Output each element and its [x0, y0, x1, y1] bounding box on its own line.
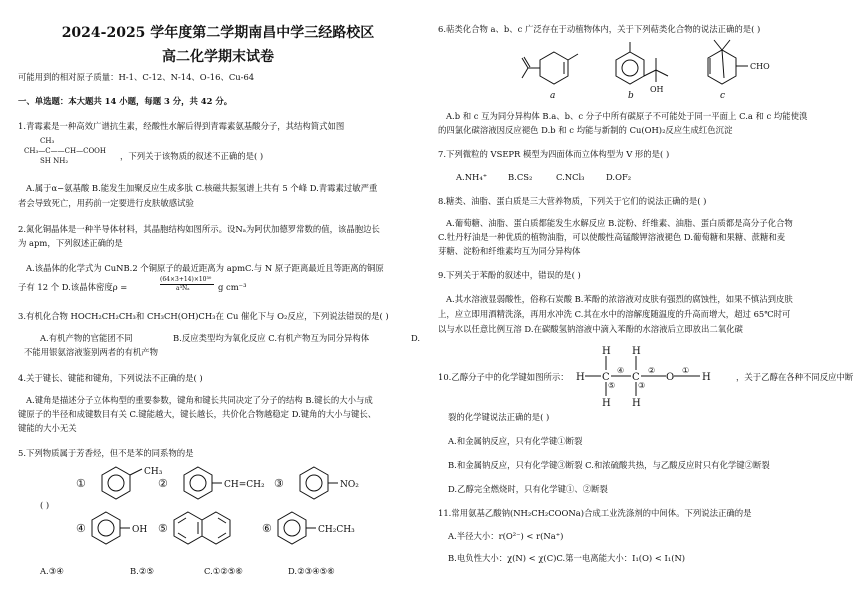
q7-option-a: A.NH₄⁺ — [456, 172, 488, 182]
q2-stem-line2: 为 apm，下列叙述正确的是 — [18, 238, 123, 248]
q6-oh-label: OH — [650, 85, 664, 94]
q10-bond-2: ② — [648, 366, 656, 375]
q9-stem: 9.下列关于苯酚的叙述中，错误的是( ) — [438, 270, 581, 280]
q3-option-d-label: D. — [411, 333, 421, 343]
q5-num-1: ① — [76, 477, 86, 490]
q10-stem-a: 10.乙醇分子中的化学键如图所示： — [438, 372, 569, 382]
q2-density-numerator: (64×3+14)×10³⁰ — [160, 276, 212, 283]
q3-option-bc: B.反应类型均为氧化反应 C.有机产物互为同分异构体 — [173, 333, 370, 343]
q2-density-denominator: a³Nₐ — [176, 285, 190, 292]
q10-option-a: A.和金属钠反应，只有化学键①断裂 — [448, 436, 583, 446]
q10-stem-line2: 裂的化学键说法正确的是( ) — [448, 412, 550, 422]
q5-option-a: A.③④ — [40, 566, 64, 576]
q5-num-2: ② — [158, 477, 168, 490]
q3-option-d: 不能用银氨溶液鉴别两者的有机产物 — [24, 347, 158, 357]
q5-num-3: ③ — [274, 477, 284, 490]
q2-density-unit: g cm⁻³ — [218, 282, 247, 292]
q10-bond-1: ① — [682, 366, 690, 375]
q3-stem: 3.有机化合物 HOCH₂CH₂CH₃和 CH₃CH(OH)CH₃在 Cu 催化下与 O₂反应，下列说法错误的是( ) — [18, 311, 389, 321]
q5-structures — [18, 462, 418, 562]
q4-options-line1: A.键角是描述分子立体构型的重要参数，键角和键长共同决定了分子的结构 B.键长的大小与成 — [26, 395, 373, 405]
q11-stem: 11.常用氨基乙酸钠(NH₂CH₂COONa)合成工业洗涤剂的中间体。下列说法正确的是 — [438, 508, 752, 518]
q4-options-line2: 键原子的半径和成键数目有关 C.键能越大，键长越长，共价化合物越稳定 D.键角的大小与键长、 — [18, 409, 377, 419]
q11-option-a: A.半径大小：r(O²⁻) < r(Na⁺) — [448, 531, 564, 541]
q8-options-line2: C.牡丹籽油是一种优质的植物油脂，可以使酸性高锰酸钾溶液褪色 D.葡萄糖和果糖、蔗糖和麦 — [438, 232, 786, 242]
q10-ethanol-structure — [576, 346, 736, 406]
section-heading: 一、单选题：本大题共 14 小题，每题 3 分，共 42 分。 — [18, 96, 233, 106]
q9-options-line2: 上，应立即用酒精洗涤，再用水冲洗 C.其在水中的溶解度随温度的升高而增大，超过 65℃时可 — [438, 309, 791, 319]
ring-b — [616, 52, 644, 84]
q2-options-line2: 子有 12 个 D.该晶体密度ρ = — [18, 282, 128, 292]
q5-label-3: NO₂ — [340, 480, 359, 490]
q1-options-line2: 者会导致死亡，用药前一定要进行皮肤敏感试验 — [18, 198, 194, 208]
q10-bond-3: ③ — [638, 381, 646, 390]
q5-num-6: ⑥ — [262, 522, 272, 535]
q2-options-line1: A.该晶体的化学式为 CuNB.2 个铜原子的最近距离为 apmC.与 N 原子距离最近且等距离的铜原 — [26, 263, 384, 273]
q7-option-b: B.CS₂ — [508, 172, 533, 182]
q1-stem-tail: ，下列关于该物质的叙述不正确的是( ) — [120, 151, 264, 161]
q10-h-right: H — [702, 372, 711, 383]
q10-h-bot-1: H — [602, 398, 611, 406]
q9-options-line3: 以与水以任意比例互溶 D.在碳酸氢钠溶液中滴入苯酚的水溶液后立即放出二氧化碳 — [438, 324, 743, 334]
benzene-ring-6 — [278, 512, 306, 544]
q7-stem: 7.下列微粒的 VSEPR 模型为四面体而立体构型为 V 形的是( ) — [438, 149, 670, 159]
q6-structures — [438, 38, 848, 100]
exam-subtitle: 高二化学期末试卷 — [162, 49, 274, 65]
q5-option-b: B.②⑤ — [130, 566, 154, 576]
q10-bond-5: ⑤ — [608, 381, 616, 390]
q10-option-bc: B.和金属钠反应，只有化学键③断裂 C.和浓硫酸共热，与乙酸反应时只有化学键②断裂 — [448, 460, 770, 470]
q6-caption-b: b — [628, 91, 634, 100]
q1-struct-bot: SH NH₂ — [40, 157, 69, 165]
q10-c-2: C — [632, 372, 640, 383]
q10-h-top-1: H — [602, 346, 611, 357]
q11-option-bc: B.电负性大小：χ(N) < χ(C)C.第一电离能大小：I₁(O) < I₁(N) — [448, 553, 686, 563]
q5-num-4: ④ — [76, 522, 86, 535]
q4-options-line3: 键能的大小无关 — [18, 423, 77, 433]
benzene-ring-4 — [92, 512, 120, 544]
q6-cho-label: CHO — [750, 62, 770, 71]
q5-label-4: OH — [132, 525, 148, 535]
q6-caption-a: a — [550, 91, 556, 100]
q5-num-5: ⑤ — [158, 522, 168, 535]
q1-options-line1: A.属于α−氨基酸 B.能发生加聚反应生成多肽 C.核磁共振氢谱上共有 5 个峰 D.青霉素过敏严重 — [26, 183, 378, 193]
q10-h-top-2: H — [632, 346, 641, 357]
q7-option-d: D.OF₂ — [606, 172, 632, 182]
exam-title: 2024-2025 学年度第二学期南昌中学三经路校区 — [61, 25, 375, 41]
q5-option-c: C.①②⑤⑥ — [204, 566, 243, 576]
q8-options-line1: A.葡萄糖、油脂、蛋白质都能发生水解反应 B.淀粉、纤维素、油脂、蛋白质都是高分子化合物 — [446, 218, 793, 228]
q5-label-1: CH₃ — [144, 467, 163, 477]
q6-caption-c: c — [720, 91, 726, 100]
q10-o: O — [666, 372, 675, 383]
q6-options-line2: 的四氯化碳溶液因反应褪色 D.b 和 c 均能与新制的 Cu(OH)₂反应生成红色沉淀 — [438, 125, 733, 135]
q10-c-1: C — [602, 372, 610, 383]
q1-struct-mid: CH₃—C——CH—COOH — [24, 147, 107, 155]
benzene-ring-2 — [184, 467, 212, 499]
q5-label-6: CH₂CH₃ — [318, 525, 355, 535]
q2-stem-line1: 2.氮化铜晶体是一种半导体材料，其晶胞结构如图所示。设Nₐ为阿伏加德罗常数的值，该晶胞边长 — [18, 224, 380, 234]
q5-option-d: D.②③④⑤⑥ — [288, 566, 335, 576]
q10-option-d: D.乙醇完全燃烧时，只有化学键①、②断裂 — [448, 484, 608, 494]
q10-bond-4: ④ — [617, 366, 625, 375]
q4-stem: 4.关于键长、键能和键角，下列说法不正确的是( ) — [18, 373, 203, 383]
benzene-ring-1 — [102, 467, 130, 499]
q10-stem-b: ，关于乙醇在各种不同反应中断 — [736, 372, 854, 382]
q8-stem: 8.糖类、油脂、蛋白质是三大营养物质，下列关于它们的说法正确的是( ) — [438, 196, 707, 206]
q3-option-a: A.有机产物的官能团不同 — [40, 333, 133, 343]
naphthalene-ring-b — [202, 512, 230, 544]
q1-struct-top: CH₃ — [40, 137, 55, 145]
q9-options-line1: A.其水溶液显弱酸性，俗称石炭酸 B.苯酚的浓溶液对皮肤有强烈的腐蚀性，如果不慎沾到皮肤 — [446, 294, 793, 304]
q8-options-line3: 芽糖、淀粉和纤维素均互为同分异构体 — [438, 246, 581, 256]
q5-label-2: CH=CH₂ — [224, 480, 265, 490]
atomic-mass-line: 可能用到的相对原子质量：H-1、C-12、N-14、O-16、Cu-64 — [18, 72, 255, 82]
benzene-ring-3 — [300, 467, 328, 499]
q10-h-bot-2: H — [632, 398, 641, 406]
q6-stem: 6.萜类化合物 a、b、c 广泛存在于动植物体内，关于下列萜类化合物的说法正确的是( ) — [438, 24, 761, 34]
q7-option-c: C.NCl₃ — [556, 172, 585, 182]
q5-paren: ( ) — [40, 500, 50, 510]
q10-h-left: H — [576, 372, 585, 383]
q1-stem: 1.青霉素是一种高效广谱抗生素，经酸性水解后得到青霉素氨基酸分子，其结构简式如图 — [18, 121, 345, 131]
q5-stem: 5.下列物质属于芳香烃，但不是苯的同系物的是 — [18, 448, 194, 458]
q6-options-line1: A.b 和 c 互为同分异构体 B.a、b、c 分子中所有碳原子不可能处于同一平面上 C.a 和 c 均能使溴 — [446, 111, 808, 121]
